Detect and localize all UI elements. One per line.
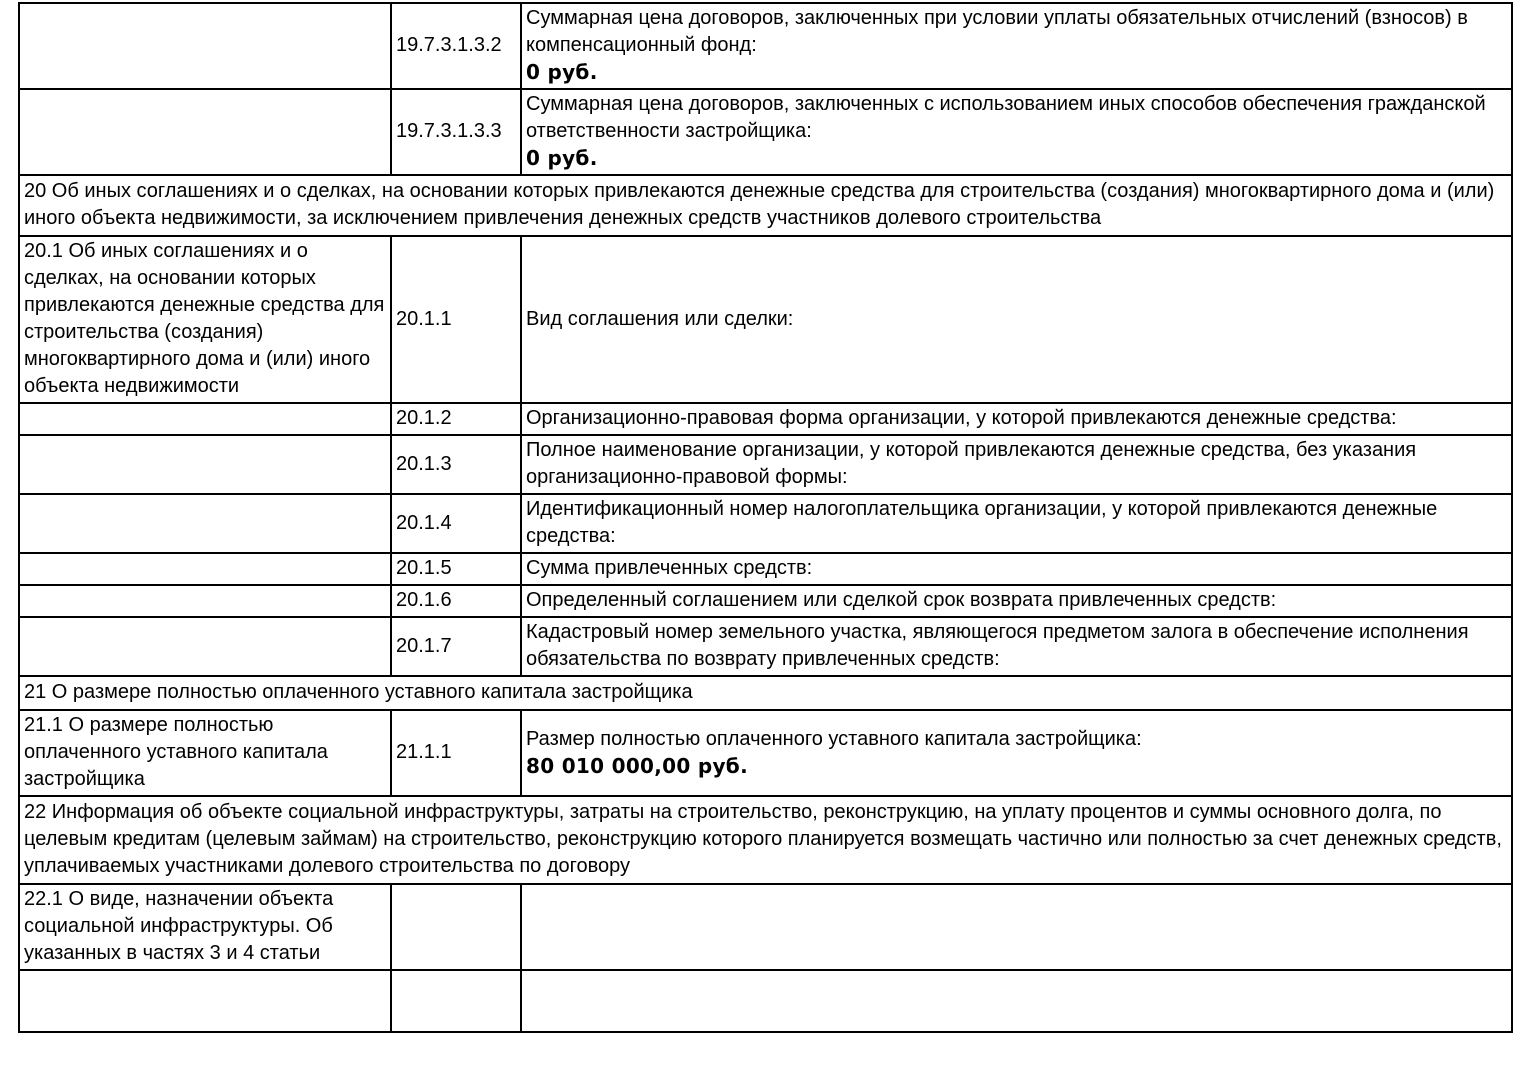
row-description (521, 3, 1512, 89)
description-text: Полное наименование организации, у которой привлекаются денежные средства, без указания организационно-правовой формы: (526, 439, 1417, 488)
row-description (521, 884, 1512, 970)
row-number: 21.1.1 (391, 710, 521, 796)
description-text: Вид соглашения или сделки: (526, 307, 794, 330)
section-row (19, 796, 1512, 884)
declaration-table (18, 2, 1513, 1033)
row-number: 20.1.1 (391, 236, 521, 403)
row-description (521, 585, 1512, 617)
row-description (521, 553, 1512, 585)
row-label (19, 403, 391, 435)
section-title: 21 О размере полностью оплаченного уставного капитала застройщика (19, 676, 1512, 710)
row-label (19, 970, 391, 1032)
description-text: Сумма привлеченных средств: (526, 557, 813, 579)
description-value: 80 010 000,00 руб. (526, 753, 748, 778)
row-label (19, 617, 391, 676)
declaration-table-body (19, 3, 1512, 1032)
description-value: 0 руб. (526, 60, 598, 84)
row-label (19, 435, 391, 494)
description-text: Определенный соглашением или сделкой срок возврата привлеченных средств: (526, 589, 1277, 611)
section-title: 20 Об иных соглашениях и о сделках, на основании которых привлекаются денежные средства для строительства (создания) многоквартирного дома и (или) иного объекта недвижимости, за исключением привлечения денежных средств участников долевого строительства (19, 175, 1512, 236)
table-row (19, 970, 1512, 1032)
section-title: 22 Информация об объекте социальной инфраструктуры, затраты на строительство, реконструкцию, на уплату процентов и суммы основного долга, по целевым кредитам (целевым займам) на строительство, реконструкцию которого планируется возмещать частично или полностью за счет денежных средств, уплачиваемых участниками долевого строительства по договору (19, 796, 1512, 884)
row-label (19, 3, 391, 89)
description-value: 0 руб. (526, 146, 598, 170)
row-description (521, 970, 1512, 1032)
row-number: 20.1.4 (391, 494, 521, 553)
description-text: Кадастровый номер земельного участка, являющегося предметом залога в обеспечение исполнения обязательства по возврату привлеченных средств: (526, 621, 1469, 670)
table-row (19, 403, 1512, 435)
description-text: Размер полностью оплаченного уставного капитала застройщика: (526, 727, 1142, 750)
row-number: 20.1.5 (391, 553, 521, 585)
row-label: 22.1 О виде, назначении объекта социальной инфраструктуры. Об указанных в частях 3 и 4 статьи (19, 884, 391, 970)
table-row (19, 89, 1512, 175)
row-label (19, 553, 391, 585)
row-label (19, 89, 391, 175)
row-description (521, 435, 1512, 494)
row-description (521, 236, 1512, 403)
row-number: 20.1.2 (391, 403, 521, 435)
row-description (521, 89, 1512, 175)
description-text: Идентификационный номер налогоплательщика организации, у которой привлекаются денежные средства: (526, 498, 1438, 547)
row-description (521, 617, 1512, 676)
description-text: Суммарная цена договоров, заключенных с использованием иных способов обеспечения гражданской ответственности застройщика: (526, 93, 1486, 142)
table-row (19, 710, 1512, 796)
table-row (19, 884, 1512, 970)
table-row (19, 494, 1512, 553)
row-number (391, 970, 521, 1032)
row-number (391, 884, 521, 970)
row-number: 19.7.3.1.3.2 (391, 3, 521, 89)
section-row (19, 175, 1512, 236)
row-description (521, 494, 1512, 553)
row-description (521, 710, 1512, 796)
description-text: Организационно-правовая форма организации, у которой привлекаются денежные средства: (526, 407, 1397, 429)
row-label (19, 585, 391, 617)
row-label: 20.1 Об иных соглашениях и о сделках, на основании которых привлекаются денежные средства для строительства (создания) многоквартирного дома и (или) иного объекта недвижимости (19, 236, 391, 403)
row-label: 21.1 О размере полностью оплаченного уставного капитала застройщика (19, 710, 391, 796)
row-number: 20.1.3 (391, 435, 521, 494)
row-number: 20.1.6 (391, 585, 521, 617)
table-row (19, 585, 1512, 617)
table-row (19, 617, 1512, 676)
row-number: 20.1.7 (391, 617, 521, 676)
section-row (19, 676, 1512, 710)
table-row (19, 3, 1512, 89)
table-row (19, 236, 1512, 403)
row-label (19, 494, 391, 553)
table-row (19, 553, 1512, 585)
row-number: 19.7.3.1.3.3 (391, 89, 521, 175)
table-row (19, 435, 1512, 494)
row-description (521, 403, 1512, 435)
description-text: Суммарная цена договоров, заключенных при условии уплаты обязательных отчислений (взносов) в компенсационный фонд: (526, 7, 1468, 56)
